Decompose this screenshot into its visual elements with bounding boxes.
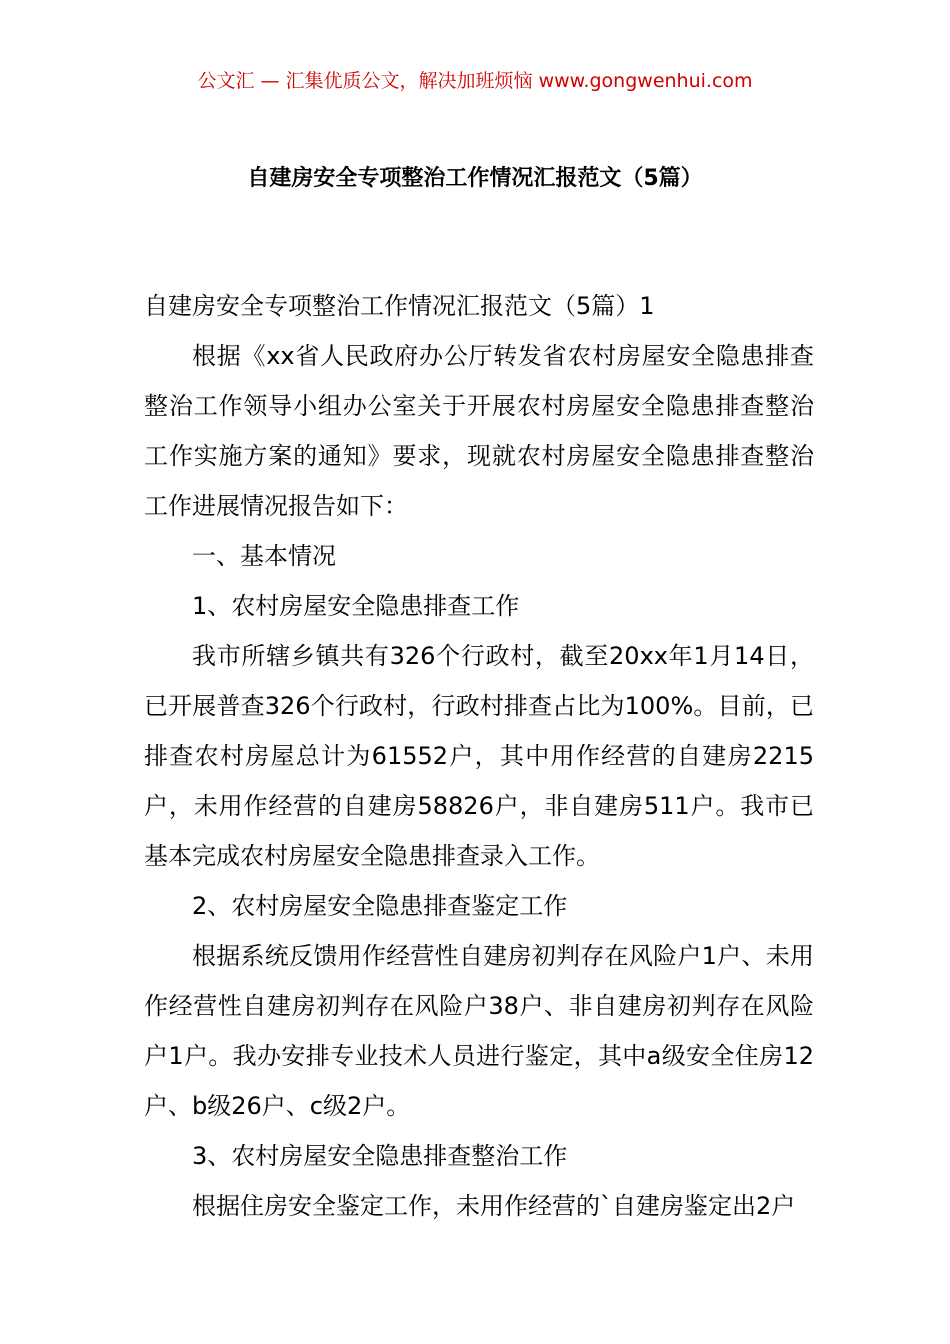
document-title: 自建房安全专项整治工作情况汇报范文（5篇） [247,166,703,191]
subsection-heading: 2、农村房屋安全隐患排查鉴定工作 [192,892,568,920]
site-header-banner: 公文汇 — 汇集优质公文，解决加班烦恼 www.gongwenhui.com [197,70,753,92]
paragraph: 我市所辖乡镇共有326个行政村，截至20xx年1月14日，已开展普查326个行政村，行政村排查占比为100%。目前，已排查农村房屋总计为61552户，其中用作经营的自建房2215户，未用作经营的自建房58826户，非自建房511户。我市已基本完成农村房屋安全隐患排查录入工作。 [144,642,814,870]
subsection-heading: 3、农村房屋安全隐患排查整治工作 [192,1142,568,1170]
section-heading: 自建房安全专项整治工作情况汇报范文（5篇）1 [144,292,655,320]
paragraph: 根据住房安全鉴定工作，未用作经营的`自建房鉴定出2户 [192,1192,796,1220]
section-heading: 一、基本情况 [192,542,336,570]
paragraph: 根据《xx省人民政府办公厅转发省农村房屋安全隐患排查整治工作领导小组办公室关于开展农村房屋安全隐患排查整治工作实施方案的通知》要求，现就农村房屋安全隐患排查整治工作进展情况报告如下： [144,342,814,520]
document-body [144,281,814,1231]
subsection-heading: 1、农村房屋安全隐患排查工作 [192,592,520,620]
paragraph: 根据系统反馈用作经营性自建房初判存在风险户1户、未用作经营性自建房初判存在风险户38户、非自建房初判存在风险户1户。我办安排专业技术人员进行鉴定，其中a级安全住房12户、b级26户、c级2户。 [144,942,814,1120]
